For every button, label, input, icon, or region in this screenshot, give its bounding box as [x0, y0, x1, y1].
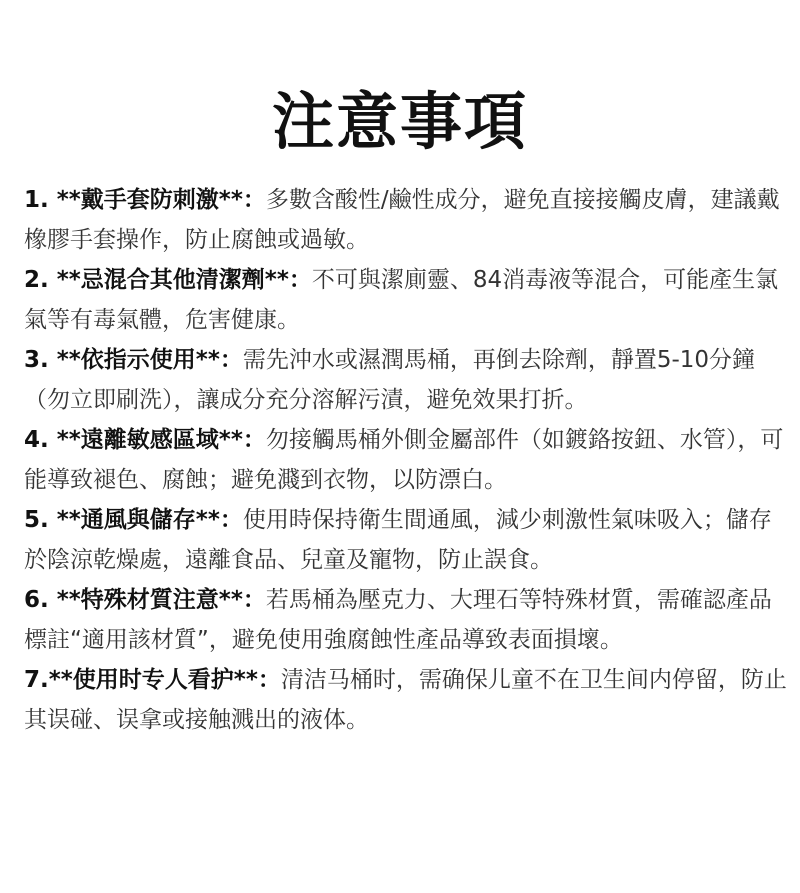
note-item-2 [24, 260, 794, 340]
note-heading: 4. **遠離敏感區域**： [24, 427, 266, 453]
note-heading: 6. **特殊材質注意**： [24, 587, 266, 613]
note-text: 不可與潔廁靈、84消毒液等混合，可能產生氯氣等有毒氣體，危害健康。 [24, 267, 779, 333]
note-text: 使用時保持衛生間通風，減少刺激性氣味吸入；儲存於陰涼乾燥處，遠離食品、兒童及寵物，防止誤食。 [24, 507, 772, 573]
page-title: 注意事項 [271, 84, 528, 158]
note-text: 清洁马桶时，需确保儿童不在卫生间内停留，防止其误碰、误拿或接触溅出的液体。 [24, 667, 787, 733]
note-heading: 5. **通風與儲存**： [24, 507, 243, 533]
note-item-1 [24, 180, 794, 260]
notes-list [24, 180, 794, 740]
note-item-4 [24, 420, 794, 500]
note-item-3 [24, 340, 794, 420]
note-heading: 7.**使用时专人看护**： [24, 667, 281, 693]
note-heading: 3. **依指示使用**： [24, 347, 243, 373]
note-text: 多數含酸性/鹼性成分，避免直接接觸皮膚，建議戴橡膠手套操作，防止腐蝕或過敏。 [24, 187, 780, 253]
note-item-6 [24, 580, 794, 660]
note-heading: 1. **戴手套防刺激**： [24, 187, 266, 213]
note-item-5 [24, 500, 794, 580]
note-text: 勿接觸馬桶外側金屬部件（如鍍鉻按鈕、水管），可能導致褪色、腐蝕；避免濺到衣物，以防漂白。 [24, 427, 784, 493]
note-text: 若馬桶為壓克力、大理石等特殊材質，需確認產品標註“適用該材質”，避免使用強腐蝕性產品導致表面損壞。 [24, 587, 772, 653]
note-text: 需先沖水或濕潤馬桶，再倒去除劑，靜置5-10分鐘（勿立即刷洗），讓成分充分溶解污漬，避免效果打折。 [24, 347, 756, 413]
note-heading: 2. **忌混合其他清潔劑**： [24, 267, 312, 293]
note-item-7 [24, 660, 794, 740]
